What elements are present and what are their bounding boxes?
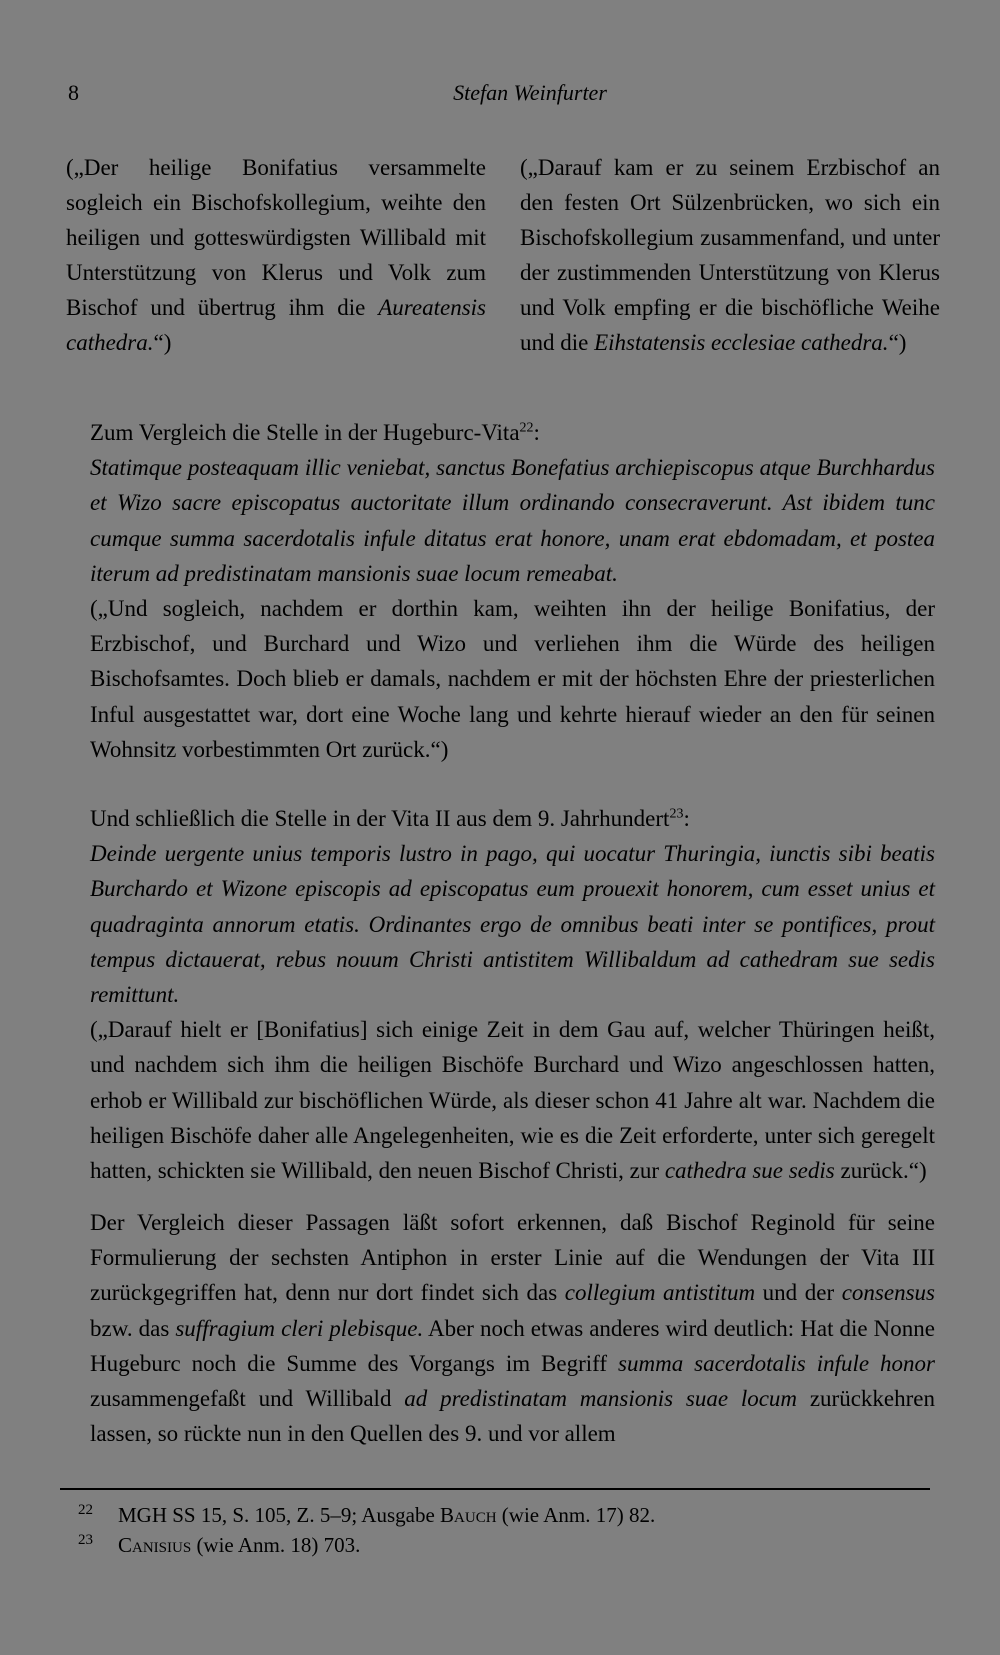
german-translation [90, 1012, 935, 1188]
section-vita-ii-intro [90, 801, 935, 836]
footnote-author: Canisius [118, 1533, 192, 1557]
right-quote-text: („Darauf kam er zu seinem Erzbischof an den festen Ort Sülzenbrücken, wo sich ein Bischofskollegium zusammenfand, und unter der zustimmenden Unterstützung von Klerus und Volk empfing er die bischöfliche Weihe und die [520, 155, 940, 355]
main-paragraph [90, 1205, 935, 1451]
footnote-divider [60, 1488, 930, 1490]
intro-colon: : [683, 806, 690, 831]
text-run: zurückkehren lassen, so rückte nun in den Quellen des 9. und vor allem [90, 1386, 935, 1447]
text-run: Der Vergleich dieser Passagen läßt sofort erkennen, daß Bischof Reginold für seine Formulierung der sechsten Antiphon in erster Linie auf die Wendungen der Vita III zurückgegriffen hat, denn nur dort findet sich das [90, 1210, 935, 1306]
left-quote-italic: Aureatensis cathedra. [66, 295, 486, 355]
footnote-ref: 23 [669, 806, 684, 822]
intro-text: Zum Vergleich die Stelle in der Hugeburc-Vita [90, 420, 520, 445]
translation-end: zurück.“) [834, 1158, 927, 1184]
footnote-author: Bauch [440, 1503, 497, 1527]
footnote-item: 22 MGH SS 15, S. 105, Z. 5–9; Ausgabe Bauch (wie Anm. 17) 82. [78, 1502, 656, 1527]
footnote-item: 23 Canisius (wie Anm. 18) 703. [78, 1532, 361, 1557]
right-quote-italic: Eihstatensis ecclesiae cathedra. [594, 330, 889, 355]
italic-term: consensus [841, 1280, 935, 1306]
translation-text: („Darauf hielt er [Bonifatius] sich einige Zeit in dem Gau auf, welcher Thüringen heißt, und nachdem sich ihm die heiligen Bischöfe Burchard und Wizo angeschlossen hatten, erhob er Willibald zur bischöflichen Würde, als dieser schon 41 Jahre alt war. Nachdem die heiligen Bischöfe daher alle Angelegenheiten, wie es die Zeit erforderte, unter sich geregelt hatten, schickten sie Willibald, den neuen Bischof Christi, zur [90, 1017, 935, 1184]
left-quote-end: “) [153, 330, 172, 355]
text-run: Aber noch etwas anderes wird deutlich: Hat die Nonne Hugeburc noch die Summe des Vorgangs im Begriff [90, 1315, 935, 1376]
translation-italic: cathedra sue sedis [664, 1158, 835, 1184]
running-head: Stefan Weinfurter [453, 80, 607, 105]
latin-quote: Deinde uergente unius temporis lustro in pago, qui uocatur Thuringia, iunctis sibi beatis Burchardo et Wizone episcopis ad episcopatus eum prouexit honorem, cum esset unius et quadraginta annorum etatis. Ordinantes ergo de omnibus beati inter se pontifices, prout tempus dictauerat, rebus nouum Christi antistitem Willibaldum ad cathedram sue sedis remittunt. [90, 841, 935, 1008]
footnote-text: MGH SS 15, S. 105, Z. 5–9; Ausgabe [118, 1503, 441, 1527]
right-quote-end: “) [888, 330, 907, 355]
section-hugeburc [90, 415, 935, 767]
section-hugeburc-intro [90, 415, 935, 450]
page-number: 8 [68, 80, 79, 105]
text-run: bzw. das [90, 1315, 176, 1341]
intro-text: Und schließlich die Stelle in der Vita II aus dem 9. Jahrhundert [90, 806, 670, 831]
footnote-ref: 22 [519, 420, 534, 436]
left-quote-text: („Der heilige Bonifatius versammelte sogleich ein Bischofskollegium, weihte den heiligen und gotteswürdigsten Willibald mit Unterstützung von Klerus und Volk zum Bischof und übertrug ihm die [66, 155, 486, 320]
footnote-text: (wie Anm. 18) 703. [191, 1533, 361, 1557]
text-run: und der [755, 1280, 842, 1306]
italic-term: suffragium cleri plebisque. [175, 1315, 424, 1341]
footnote-text: (wie Anm. 17) 82. [496, 1503, 656, 1527]
intro-colon: : [533, 420, 540, 445]
italic-term: ad predistinatam mansionis suae locum [404, 1386, 798, 1412]
italic-term: collegium antistitum [564, 1280, 756, 1306]
text-run: zusammengefaßt und Willibald [90, 1386, 405, 1412]
right-column-quote [520, 150, 940, 360]
german-translation: („Und sogleich, nachdem er dorthin kam, weihten ihn der heilige Bonifatius, der Erzbischof, und Burchard und Wizo und verliehen ihm die Würde des heiligen Bischofsamtes. Doch blieb er damals, nachdem er mit der höchsten Ehre der priesterlichen Inful ausgestattet war, dort eine Woche lang und kehrte hierauf wieder an den für seinen Wohnsitz vorbestimmten Ort zurück.“) [90, 596, 935, 762]
left-column-quote [66, 150, 486, 360]
italic-term: summa sacerdotalis infule honor [618, 1350, 935, 1376]
footnotes [78, 1500, 938, 1560]
section-vita-ii [90, 801, 935, 1188]
latin-quote: Statimque posteaquam illic veniebat, sanctus Bonefatius archiepiscopus atque Burchhardus et Wizo sacre episcopatus auctoritate illum ordinando consecraverunt. Ast ibidem tunc cumque summa sacerdotalis infule ditatus erat honore, unam erat ebdomadam, et postea iterum ad predistinatam mansionis suae locum remeabat. [90, 455, 935, 586]
